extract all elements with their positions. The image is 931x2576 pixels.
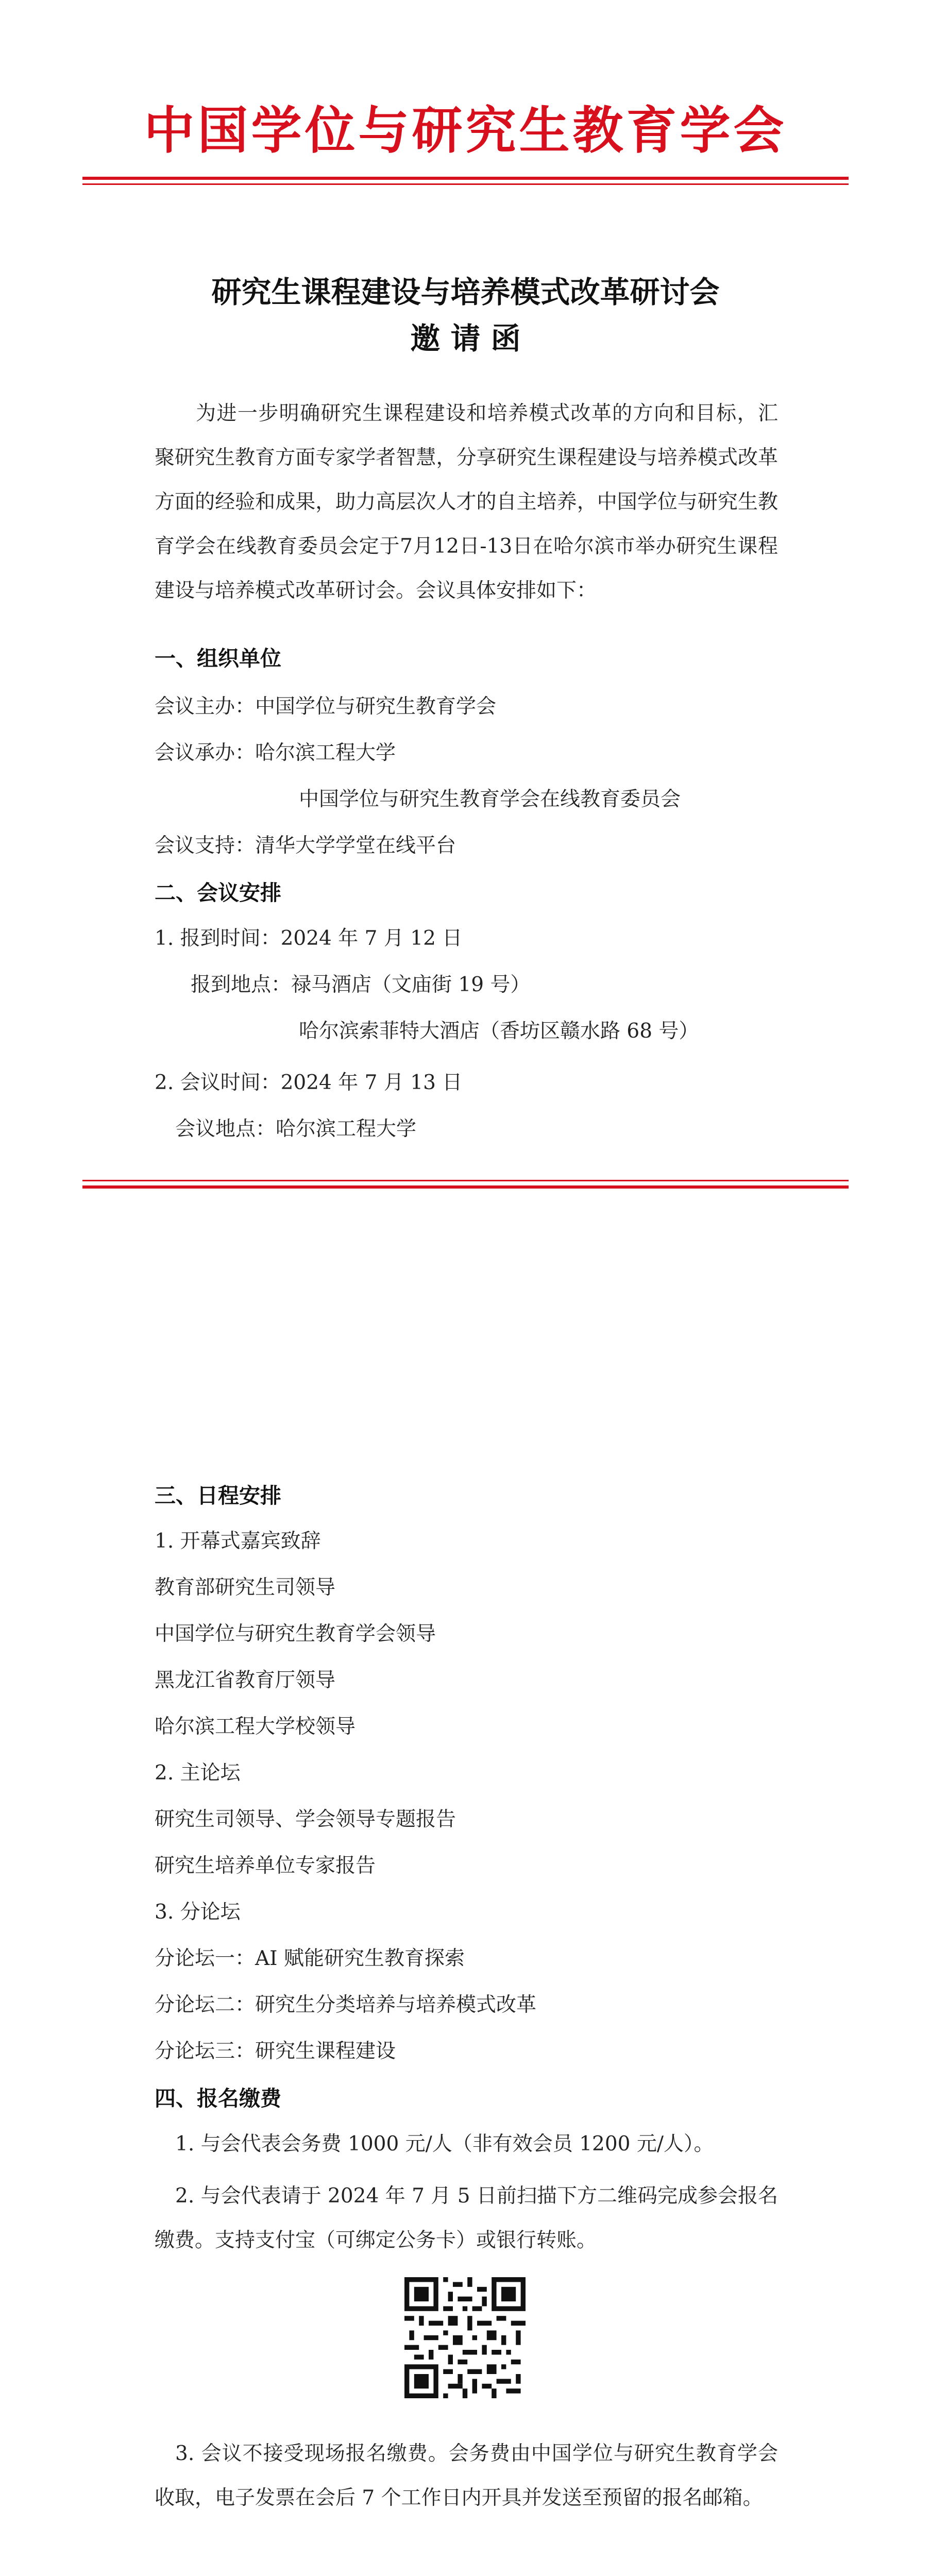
- section-schedule: 二、会议安排: [155, 880, 281, 905]
- host-line: 会议主办：中国学位与研究生教育学会: [155, 695, 497, 718]
- header-red-rule-thin: [82, 183, 849, 185]
- agenda-speaker: 教育部研究生司领导: [155, 1576, 336, 1599]
- fee-line-3: 3. 会议不接受现场报名缴费。会务费由中国学位与研究生教育学会收取，电子发票在会后 7 个工作日内开具并发送至预留的报名邮箱。: [155, 2442, 778, 2510]
- org-title: 中国学位与研究生教育学会: [144, 101, 787, 160]
- fee-line-2: 2. 与会代表请于 2024 年 7 月 5 日前扫描下方二维码完成参会报名缴费。支持支付宝（可绑定公务卡）或银行转账。: [155, 2184, 778, 2252]
- meeting-place: 会议地点：哈尔滨工程大学: [175, 1117, 417, 1141]
- support-line: 会议支持：清华大学学堂在线平台: [155, 834, 456, 857]
- fee-line-1: 1. 与会代表会务费 1000 元/人（非有效会员 1200 元/人）。: [175, 2132, 714, 2156]
- agenda-item-main-forum: 2. 主论坛: [155, 1761, 241, 1785]
- organizer-line: 会议承办：哈尔滨工程大学: [155, 741, 396, 765]
- meeting-time: 2. 会议时间：2024 年 7 月 13 日: [155, 1071, 463, 1094]
- agenda-speaker: 黑龙江省教育厅领导: [155, 1669, 336, 1692]
- agenda-speaker: 哈尔滨工程大学校领导: [155, 1715, 356, 1738]
- agenda-speaker: 中国学位与研究生教育学会领导: [155, 1622, 436, 1646]
- agenda-item-sub-forum: 3. 分论坛: [155, 1901, 241, 1924]
- section-organizers: 一、组织单位: [155, 646, 281, 671]
- agenda-item-opening: 1. 开幕式嘉宾致辞: [155, 1530, 321, 1553]
- registration-place: 报到地点：禄马酒店（文庙街 19 号）: [191, 973, 531, 996]
- agenda-report: 研究生培养单位专家报告: [155, 1854, 376, 1877]
- section-registration-fee: 四、报名缴费: [155, 2086, 281, 2111]
- registration-place-2: 哈尔滨索菲特大酒店（香坊区赣水路 68 号）: [299, 1020, 699, 1043]
- doc-title: 研究生课程建设与培养模式改革研讨会: [211, 275, 720, 310]
- organizer-line-2: 中国学位与研究生教育学会在线教育委员会: [299, 788, 681, 811]
- header-red-rule: [82, 177, 849, 180]
- intro-paragraph: 为进一步明确研究生课程建设和培养模式改革的方向和目标，汇聚研究生教育方面专家学者智慧，分享研究生课程建设与培养模式改革方面的经验和成果，助力高层次人才的自主培养，中国学位与研究生教育学会在线教育委员会定于7月12日-13日在哈尔滨市举办研究生课程建设与培养模式改革研讨会。会议具体安排如下：: [155, 402, 778, 602]
- agenda-report: 研究生司领导、学会领导专题报告: [155, 1808, 456, 1831]
- doc-subtitle: 邀 请 函: [410, 321, 521, 356]
- payment-qr-code[interactable]: [404, 2277, 526, 2398]
- footer-red-rule: [82, 1180, 849, 1181]
- registration-time: 1. 报到时间：2024 年 7 月 12 日: [155, 927, 463, 950]
- sub-forum-3: 分论坛三：研究生课程建设: [155, 2040, 396, 2063]
- footer-red-rule-thick: [82, 1185, 849, 1189]
- sub-forum-2: 分论坛二：研究生分类培养与培养模式改革: [155, 1993, 537, 2016]
- sub-forum-1: 分论坛一：AI 赋能研究生教育探索: [155, 1947, 465, 1970]
- section-agenda: 三、日程安排: [155, 1483, 281, 1508]
